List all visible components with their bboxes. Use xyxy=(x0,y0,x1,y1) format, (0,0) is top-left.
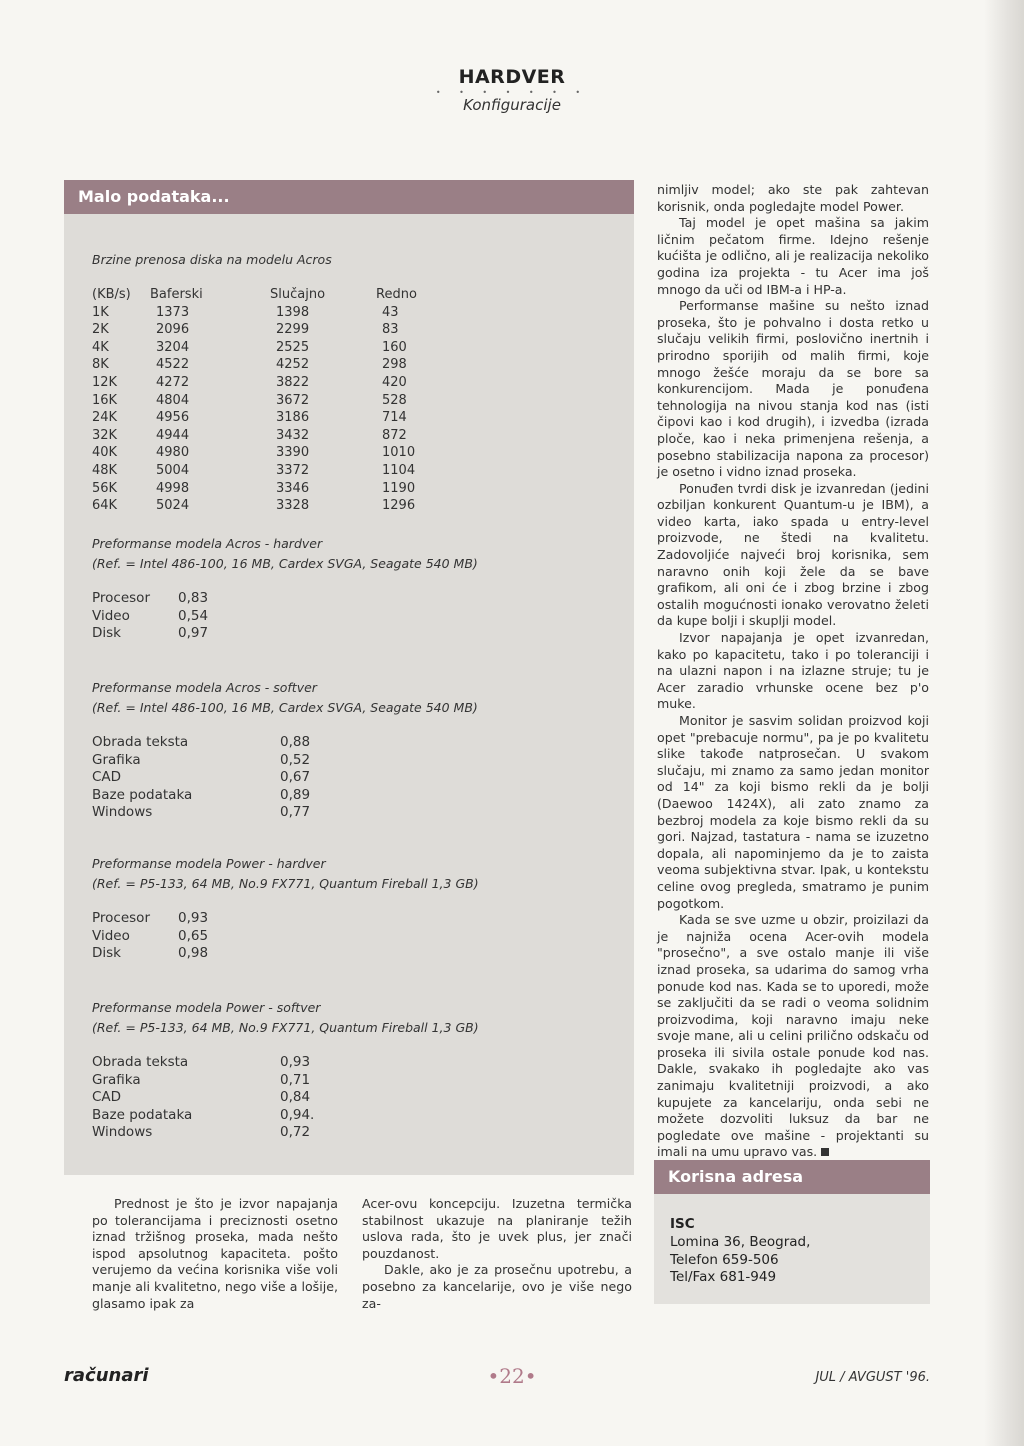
section-title: HARDVER xyxy=(458,66,566,88)
address-street: Lomina 36, Beograd, xyxy=(670,1233,811,1250)
magazine-logo: računari xyxy=(64,1365,149,1386)
metric-label: Obrada teksta xyxy=(92,1054,189,1070)
data-sidebar-heading: Malo podataka... xyxy=(64,180,634,214)
table-cell: 24K xyxy=(92,410,118,426)
metric-value: 0,54 xyxy=(178,607,209,624)
title-dots: • • • • • • • xyxy=(435,88,589,97)
table-cell: 3346 xyxy=(276,480,310,496)
metric-value: 0,52 xyxy=(280,751,311,768)
reference-config: (Ref. = Intel 486-100, 16 MB, Cardex SVGA, Seagate 540 MB) xyxy=(92,700,478,715)
metric-label: Obrada teksta xyxy=(92,734,189,750)
table-cell: 3432 xyxy=(276,427,310,443)
table-cell: 2525 xyxy=(276,339,310,355)
column-header: (KB/s) xyxy=(92,287,131,302)
metric-label: CAD xyxy=(92,769,122,786)
table-cell: 1373 xyxy=(156,304,190,320)
table-cell: 160 xyxy=(382,339,407,355)
right-article-column xyxy=(657,182,929,1161)
table-cell: 4944 xyxy=(156,427,190,443)
table-cell: 872 xyxy=(382,427,407,443)
paragraph: Acer-ovu koncepciju. Izuzetna termička stabilnost ukazuje na planiranje težih uslova rada, što je uvek plus, jer znači pouzdanost. xyxy=(362,1196,632,1261)
table-cell: 2K xyxy=(92,322,109,338)
table-cell: 3672 xyxy=(276,392,310,408)
table-cell: 1190 xyxy=(382,480,416,496)
metric-value: 0,77 xyxy=(280,804,311,821)
section-title: Preformanse modela Power - softver xyxy=(92,1000,321,1015)
table-cell: 4272 xyxy=(156,375,190,390)
metric-label: Video xyxy=(92,607,130,624)
metric-value: 0,84 xyxy=(280,1089,311,1106)
table-cell: 16K xyxy=(92,392,118,408)
table-cell: 4998 xyxy=(156,480,190,496)
column-header: Redno xyxy=(376,287,417,302)
table-cell: 4804 xyxy=(156,392,190,408)
metric-label: Grafika xyxy=(92,751,141,768)
table-cell: 3204 xyxy=(156,339,190,355)
table-cell: 298 xyxy=(382,357,407,373)
page-number: •22• xyxy=(487,1364,537,1388)
address-fax: Tel/Fax 681-949 xyxy=(670,1269,777,1286)
address-heading: Korisna adresa xyxy=(654,1160,930,1194)
reference-config: (Ref. = P5-133, 64 MB, No.9 FX771, Quantum Fireball 1,3 GB) xyxy=(92,876,479,891)
metric-label: Procesor xyxy=(92,910,150,926)
table-cell: 48K xyxy=(92,463,118,478)
table-cell: 56K xyxy=(92,480,118,496)
table-cell: 43 xyxy=(382,304,399,320)
table-cell: 83 xyxy=(382,322,399,338)
section-subtitle: Konfiguracije xyxy=(463,96,561,114)
table-cell: 8K xyxy=(92,357,109,373)
metric-value: 0,83 xyxy=(178,590,209,606)
table-cell: 2299 xyxy=(276,322,310,338)
table-cell: 714 xyxy=(382,410,407,426)
metric-value: 0,98 xyxy=(178,945,209,962)
section-title: Preformanse modela Acros - softver xyxy=(92,680,317,695)
table-cell: 1104 xyxy=(382,463,416,478)
table-cell: 1296 xyxy=(382,498,416,514)
table-cell: 1398 xyxy=(276,304,310,320)
table-cell: 4522 xyxy=(156,357,190,373)
table-cell: 420 xyxy=(382,375,407,390)
table-cell: 64K xyxy=(92,498,118,514)
section-title: Preformanse modela Power - hardver xyxy=(92,856,326,871)
metric-value: 0,65 xyxy=(178,927,209,944)
paragraph: Prednost je što je izvor napajanja po tolerancijama i preciznosti osetno iznad tržišnog proseka, mada nešto ispod apsolutnog kapaciteta. pošto verujemo da većina korisnika više voli manje ali kvalitetno, nego više a lošije, glasamo ipak za xyxy=(92,1196,338,1311)
end-mark-icon xyxy=(821,1148,829,1156)
paragraph: Monitor je sasvim solidan proizvod koji opet "prebacuje normu", pa je po kvalitetu slike takođe natprosečan. U svakom slučaju, mi znamo za samo jedan monitor od 14" za koji bismo rekli da je bolji (Daewoo 1424X), ali zato znamo za bezbroj modela za koje bismo rekli da su gori. Najzad, tastatura - nama se izuzetno dopala, ali napominjemo da je to zaista veoma subjektivna stvar. Ipak, u kontekstu celine ovog pregleda, smatramo je punim pogotkom. xyxy=(657,713,929,911)
paragraph-final: Kada se sve uzme u obzir, proizilazi da je najniža ocena Acer-ovih modela "prosečno", a sve ostalo manje ili više iznad proseka, sa udarima do samog vrha ponude kod nas. Kada se to uporedi, može se zaključiti da se radi o veoma solidnim proizvodima, koji naravno imaju neke svoje mane, ali u celini prilično odskaču od proseka ili sivila ostale ponude kod nas. Dakle, svakako ih pogledajte ako vas zanimaju kvalitetniji proizvodi, a ako kupujete za kancelariju, onda sebi ne možete dozvoliti luksuz da bar ne pogledate ove mašine - projektanti su imali na umu upravo vas. xyxy=(657,912,929,1160)
metric-value: 0,71 xyxy=(280,1071,311,1088)
disk-table-title: Brzine prenosa diska na modelu Acros xyxy=(92,252,332,267)
table-cell: 528 xyxy=(382,392,407,408)
table-cell: 3328 xyxy=(276,498,310,514)
paragraph: Taj model je opet mašina sa jakim ličnim pečatom firme. Idejno rešenje kućišta je odlično, ali je realizacija nekoliko godina iza projekta - tu Acer ima još mnogo da uči od IBM-a i HP-a. xyxy=(657,215,929,297)
paragraph: nimljiv model; ako ste pak zahtevan korisnik, onda pogledajte model Power. xyxy=(657,182,929,214)
paragraph: Ponuđen tvrdi disk je izvanredan (jedini ozbiljan konkurent Quantum-u je IBM), a video karta, iako spada u entry-level proizvode, ne štedi na kvalitetu. Zadovoljiće najveći broj korisnika, sem naravno onih koji žele da se bave grafikom, ali oni će i zbog brzine i zbog ostalih mogućnosti ionako verovatno želeti da kupe bolji i skuplji model. xyxy=(657,480,929,629)
metric-label: Procesor xyxy=(92,590,150,606)
metric-label: CAD xyxy=(92,1089,122,1106)
section-title: Preformanse modela Acros - hardver xyxy=(92,536,323,551)
metric-value: 0,72 xyxy=(280,1124,311,1141)
metric-value: 0,93 xyxy=(280,1054,311,1070)
metric-label: Video xyxy=(92,927,130,944)
metric-label: Baze podataka xyxy=(92,786,193,803)
metric-value: 0,94. xyxy=(280,1106,315,1123)
table-cell: 4980 xyxy=(156,445,190,461)
table-cell: 3390 xyxy=(276,445,310,461)
table-cell: 3372 xyxy=(276,463,310,478)
bottom-left-column xyxy=(92,1196,338,1312)
table-cell: 4956 xyxy=(156,410,190,426)
column-header: Baferski xyxy=(150,287,203,302)
paragraph: Dakle, ako je za prosečnu upotrebu, a posebno za kancelarije, ovo je više nego za- xyxy=(362,1262,632,1311)
metric-value: 0,93 xyxy=(178,910,209,926)
table-cell: 12K xyxy=(92,375,118,390)
address-phone: Telefon 659-506 xyxy=(670,1251,779,1268)
reference-config: (Ref. = Intel 486-100, 16 MB, Cardex SVGA, Seagate 540 MB) xyxy=(92,556,478,571)
table-cell: 4252 xyxy=(276,357,310,373)
metric-value: 0,89 xyxy=(280,786,311,803)
table-cell: 5004 xyxy=(156,463,190,478)
metric-label: Grafika xyxy=(92,1071,141,1088)
metric-label: Disk xyxy=(92,625,121,642)
page-edge-shadow xyxy=(984,0,1024,1446)
issue-date: JUL / AVGUST '96. xyxy=(815,1370,930,1385)
table-cell: 3186 xyxy=(276,410,310,426)
table-cell: 5024 xyxy=(156,498,190,514)
paragraph: Izvor napajanja je opet izvanredan, kako po kapacitetu, tako i po toleranciji i na ulazni napon i na izlazne struje; tu je Acer zaradio vrhunske ocene bez p'o muke. xyxy=(657,630,929,712)
paragraph: Performanse mašine su nešto iznad proseka, što je pohvalno i dosta retko u slučaju velikih firmi, poslovično inertnih i prirodno sporijih od malih firmi, koje mnogo žešće moraju da se bore sa konkurencijom. Mada je ponuđena tehnologija na nivou stanja kod nas (isti čipovi kao i kod drugih), i izvedba (izrada ploče, kao i neka primenjena rešenja, a posebno stabilizacija napona za procesor) je osetno i vidno iznad proseka. xyxy=(657,298,929,480)
table-cell: 40K xyxy=(92,445,118,461)
metric-value: 0,88 xyxy=(280,734,311,750)
bottom-middle-column xyxy=(362,1196,632,1312)
table-cell: 2096 xyxy=(156,322,190,338)
metric-value: 0,67 xyxy=(280,769,311,786)
column-header: Slučajno xyxy=(270,287,326,302)
company-name: ISC xyxy=(670,1216,695,1232)
table-cell: 4K xyxy=(92,339,109,355)
table-cell: 1K xyxy=(92,304,109,320)
table-cell: 32K xyxy=(92,427,118,443)
reference-config: (Ref. = P5-133, 64 MB, No.9 FX771, Quantum Fireball 1,3 GB) xyxy=(92,1020,479,1035)
table-cell: 3822 xyxy=(276,375,310,390)
disk-speed-table xyxy=(92,287,452,517)
metric-label: Windows xyxy=(92,1124,153,1141)
table-cell: 1010 xyxy=(382,445,416,461)
metric-label: Disk xyxy=(92,945,121,962)
address-details xyxy=(670,1216,810,1287)
metric-label: Windows xyxy=(92,804,153,821)
metric-value: 0,97 xyxy=(178,625,209,642)
metric-label: Baze podataka xyxy=(92,1106,193,1123)
